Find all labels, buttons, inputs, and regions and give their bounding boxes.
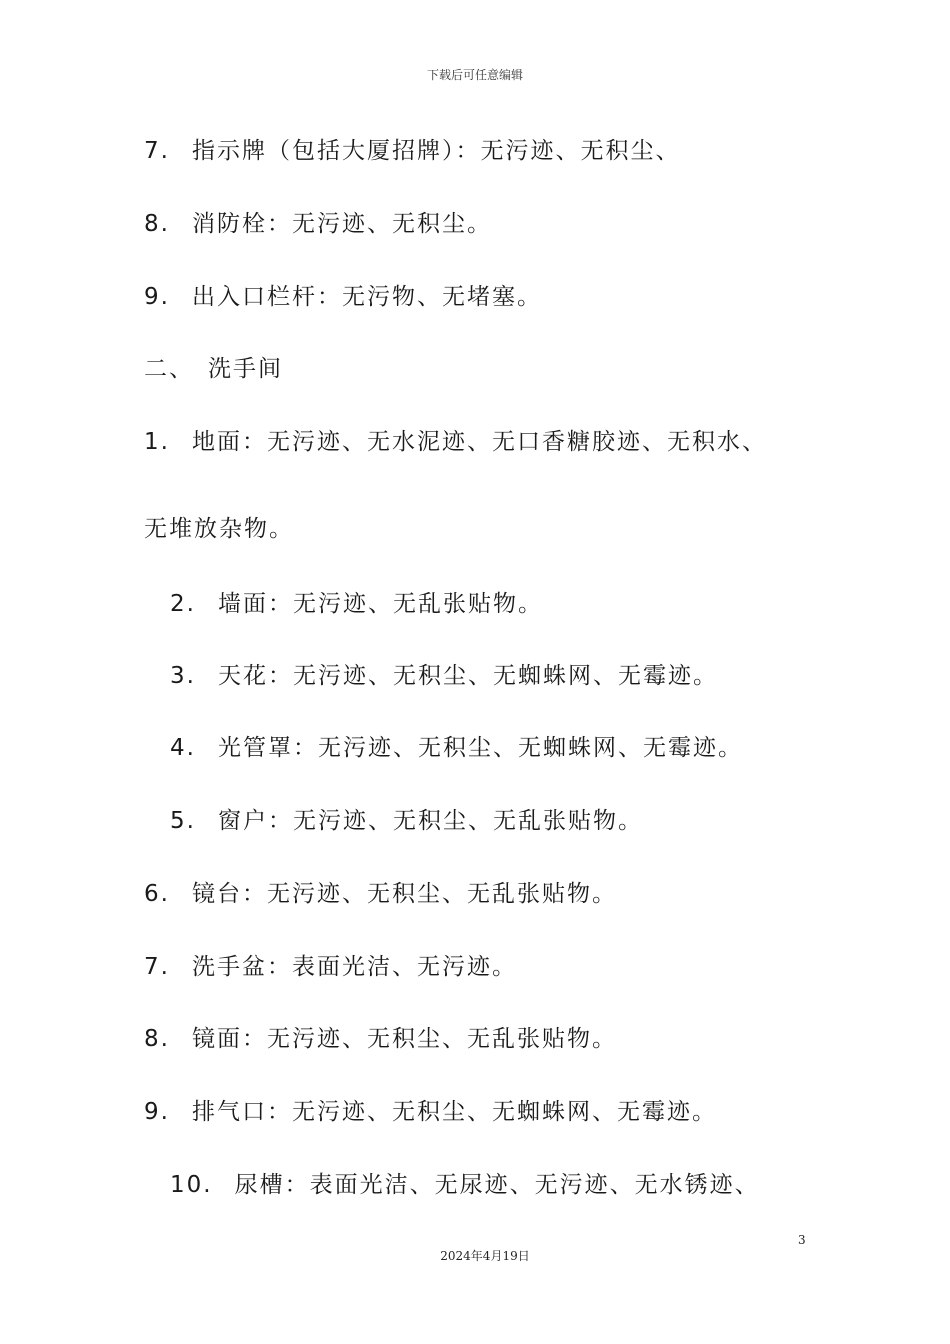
item-text: 天花：无污迹、无积尘、无蜘蛛网、无霉迹。 <box>217 663 718 689</box>
item-number: 3. <box>170 663 196 689</box>
item-text: 洗手盆：表面光洁、无污迹。 <box>191 954 517 980</box>
list-item <box>170 733 743 763</box>
item-number: 7. <box>144 954 170 980</box>
list-item <box>144 427 767 457</box>
list-item <box>144 282 542 312</box>
page-number: 3 <box>798 1233 806 1247</box>
list-item <box>144 1097 717 1127</box>
item-number: 1. <box>144 429 170 455</box>
item-text: 尿槽：表面光洁、无尿迹、无污迹、无水锈迹、 <box>234 1172 760 1198</box>
item-text: 无堆放杂物。 <box>144 516 294 542</box>
item-number: 2. <box>170 591 196 617</box>
list-item-continuation <box>144 514 294 544</box>
list-item <box>170 1170 760 1200</box>
list-item <box>170 661 718 691</box>
item-number: 8. <box>144 1026 170 1052</box>
section-title: 洗手间 <box>208 356 283 382</box>
item-number: 10. <box>170 1172 213 1198</box>
item-text: 指示牌（包括大厦招牌）：无污迹、无积尘、 <box>191 138 681 164</box>
page-header: 下载后可任意编辑 <box>426 68 523 82</box>
item-number: 9. <box>144 1099 170 1125</box>
item-text: 地面：无污迹、无水泥迹、无口香糖胶迹、无积水、 <box>191 429 767 455</box>
list-item <box>170 589 543 619</box>
list-item <box>144 879 617 909</box>
item-text: 排气口：无污迹、无积尘、无蜘蛛网、无霉迹。 <box>191 1099 717 1125</box>
section-number: 二、 <box>144 356 194 382</box>
item-text: 出入口栏杆：无污物、无堵塞。 <box>191 284 542 310</box>
item-text: 镜台：无污迹、无积尘、无乱张贴物。 <box>191 881 617 907</box>
item-text: 墙面：无污迹、无乱张贴物。 <box>217 591 543 617</box>
list-item <box>144 1024 617 1054</box>
list-item <box>144 209 492 239</box>
list-item <box>144 952 517 982</box>
item-number: 6. <box>144 881 170 907</box>
item-text: 窗户：无污迹、无积尘、无乱张贴物。 <box>217 808 643 834</box>
item-text: 消防栓：无污迹、无积尘。 <box>191 211 492 237</box>
list-item <box>170 806 643 836</box>
footer-date: 2024年4月19日 <box>440 1249 530 1263</box>
item-number: 8. <box>144 211 170 237</box>
list-item <box>144 136 680 166</box>
item-number: 5. <box>170 808 196 834</box>
item-number: 9. <box>144 284 170 310</box>
item-number: 7. <box>144 138 170 164</box>
item-text: 光管罩：无污迹、无积尘、无蜘蛛网、无霉迹。 <box>217 735 743 761</box>
item-number: 4. <box>170 735 196 761</box>
item-text: 镜面：无污迹、无积尘、无乱张贴物。 <box>191 1026 617 1052</box>
section-heading <box>144 354 283 384</box>
